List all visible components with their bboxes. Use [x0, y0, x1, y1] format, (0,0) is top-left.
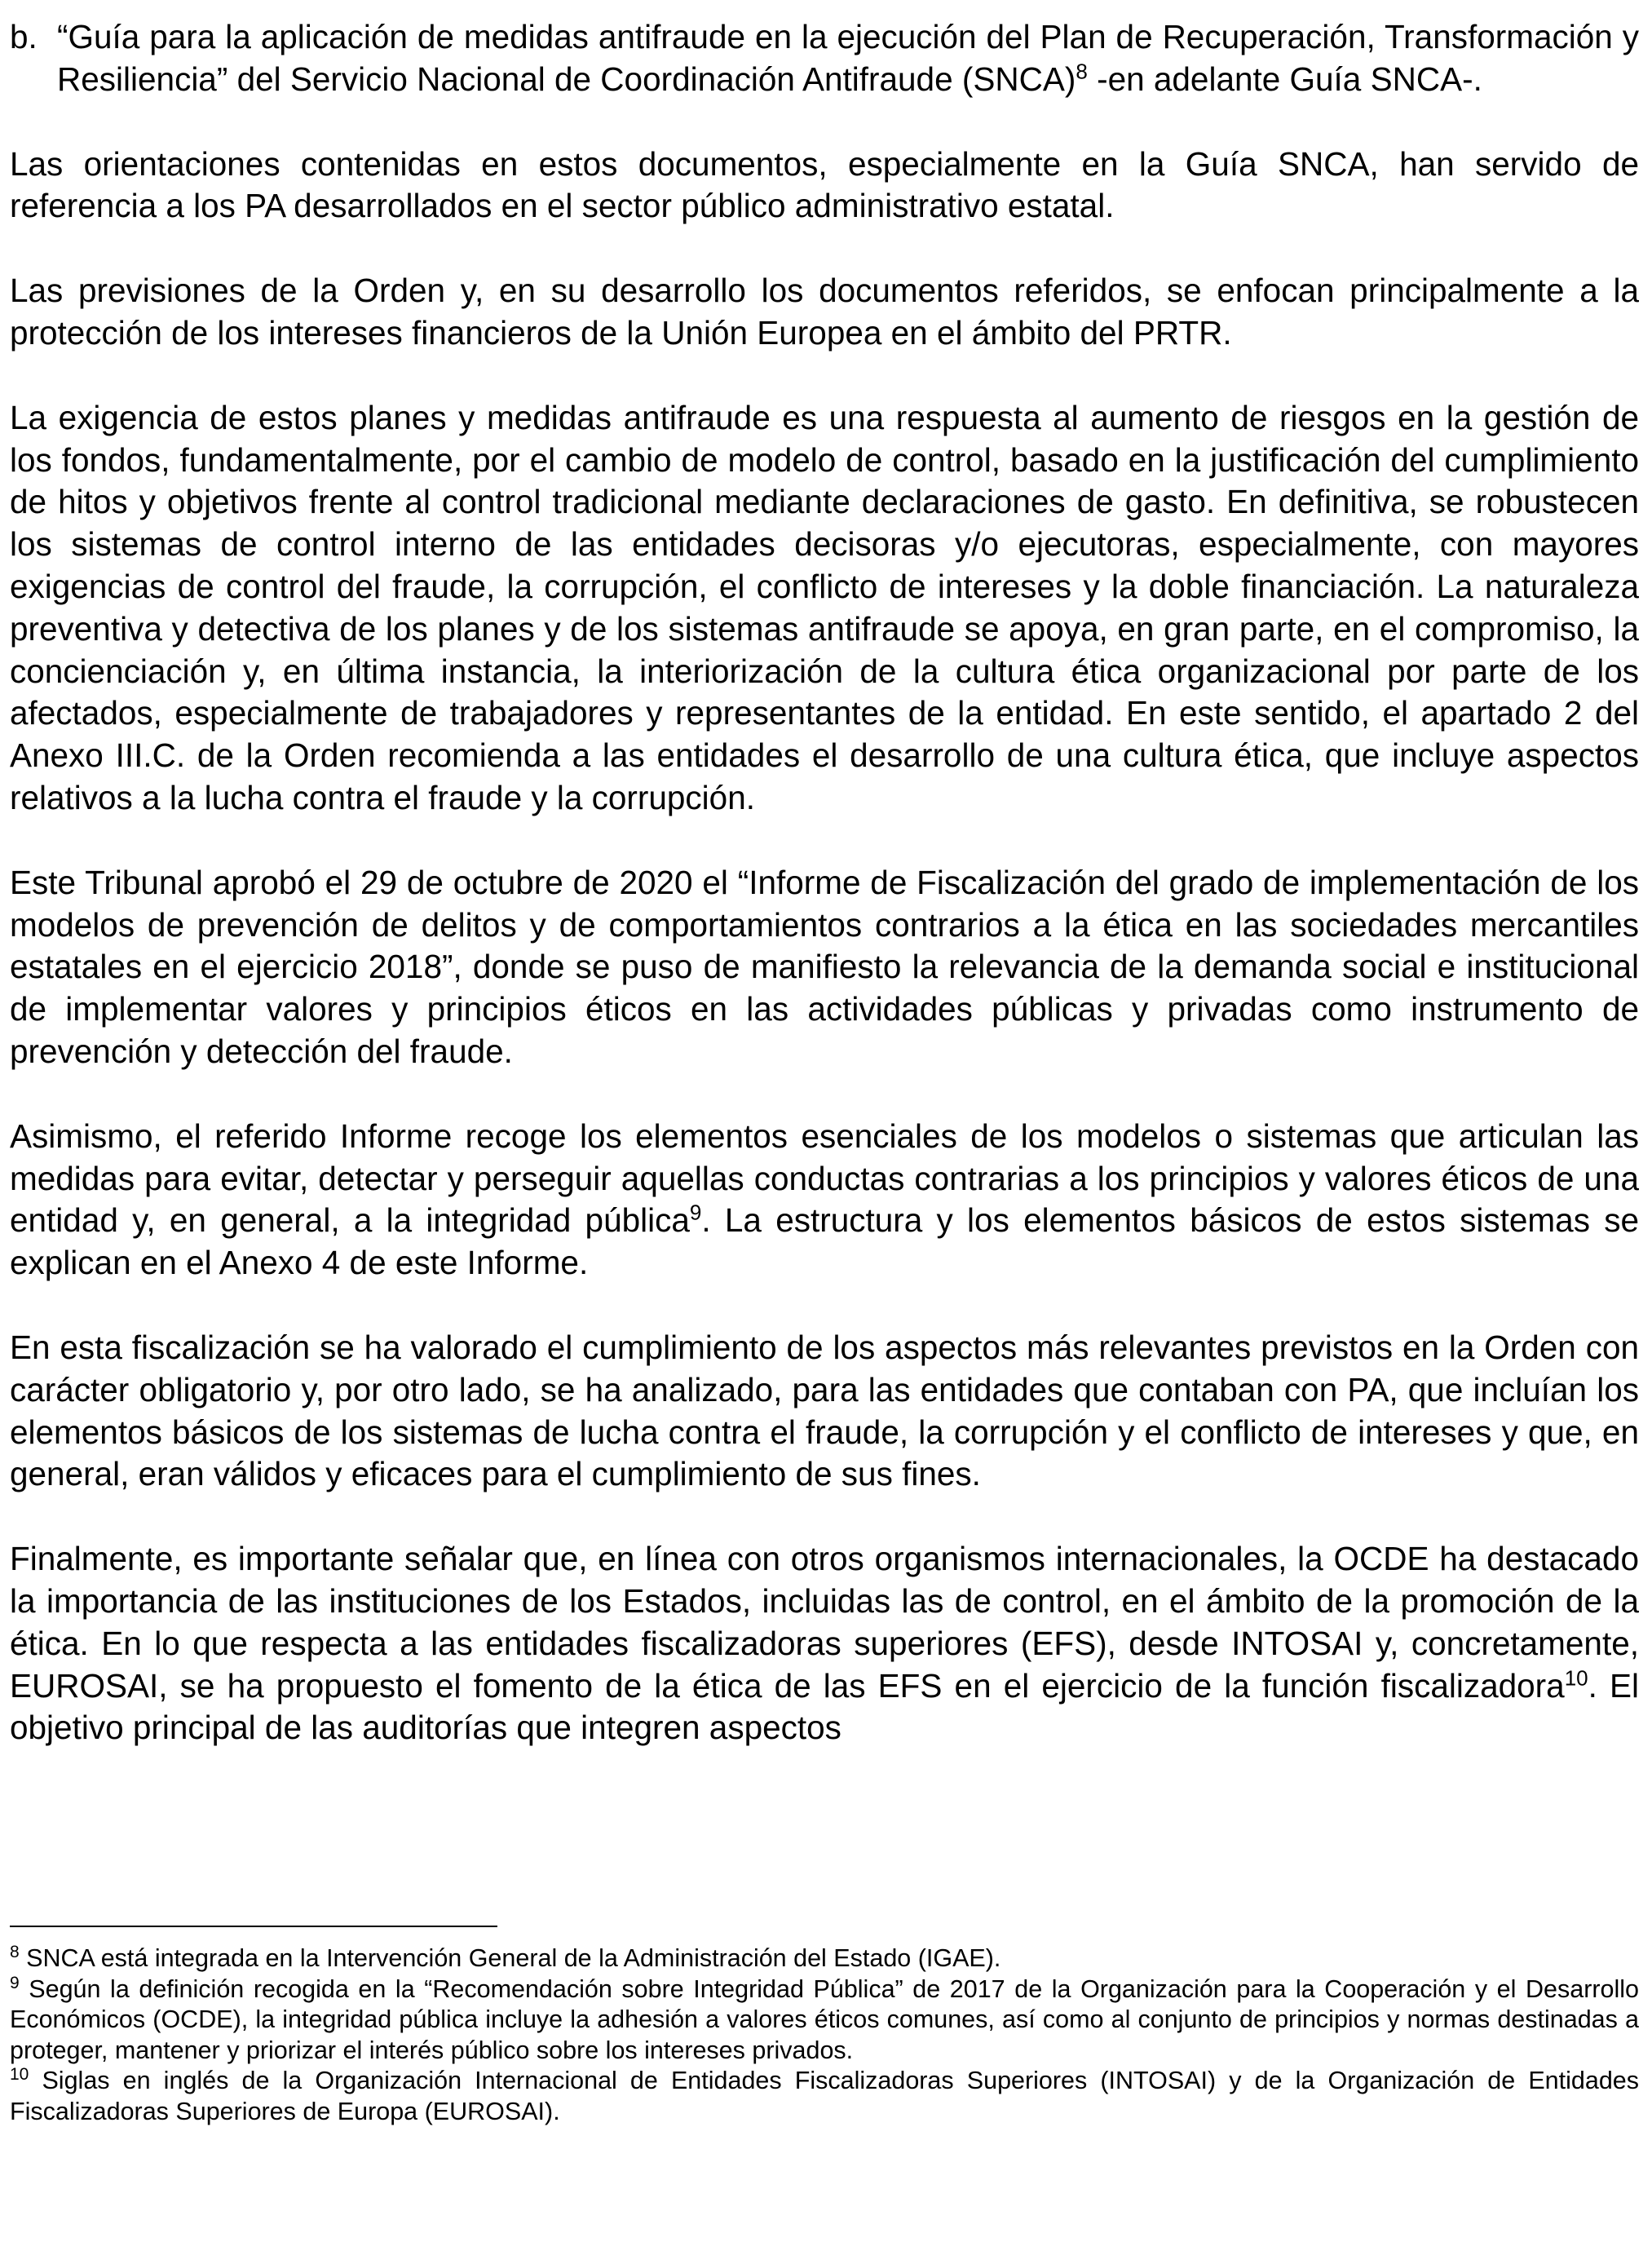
- paragraph-exigencia: La exigencia de estos planes y medidas antifraude es una respuesta al aumento de riesgos en la gestión de los fondos, fundamentalmente, por el cambio de modelo de control, basado en la justificación del cumplimiento de hitos y objetivos frente al control tradicional mediante declaraciones de gasto. En definitiva, se robustecen los sistemas de control interno de las entidades decisoras y/o ejecutoras, especialmente, con mayores exigencias de control del fraude, la corrupción, el conflicto de intereses y la doble financiación. La naturaleza preventiva y detectiva de los planes y de los sistemas antifraude se apoya, en gran parte, en el compromiso, la concienciación y, en última instancia, la interiorización de la cultura ética organizacional por parte de los afectados, especialmente de trabajadores y representantes de la entidad. En este sentido, el apartado 2 del Anexo III.C. de la Orden recomienda a las entidades el desarrollo de una cultura ética, que incluye aspectos relativos a la lucha contra el fraude y la corrupción.: [10, 398, 1639, 816]
- footnote-9: [10, 1974, 1639, 2067]
- paragraph-fiscalizacion: En esta fiscalización se ha valorado el cumplimiento de los aspectos más relevantes previstos en la Orden con carácter obligatorio y, por otro lado, se ha analizado, para las entidades que contaban con PA, que incluían los elementos básicos de los sistemas de lucha contra el fraude, la corrupción y el conflicto de intereses y que, en general, eran válidos y eficaces para el cumplimiento de sus fines.: [10, 1328, 1639, 1493]
- footnote-ref-8[interactable]: 8: [1076, 59, 1088, 84]
- paragraph-finalmente: [10, 1538, 1639, 1749]
- list-item-text-main: “Guía para la aplicación de medidas antifraude en la ejecución del Plan de Recuperación, Transformación y Resiliencia” del Servicio Nacional de Coordinación Antifraude (SNCA): [57, 18, 1639, 98]
- paragraph-asimismo-main: Asimismo, el referido Informe recoge los elementos esenciales de los modelos o sistemas que articulan las medidas para evitar, detectar y perseguir aquellas conductas contrarias a los principios y valores éticos de una entidad y, en general, a la integridad pública: [10, 1117, 1639, 1240]
- footnote-text: Siglas en inglés de la Organización Internacional de Entidades Fiscalizadoras Superiores (INTOSAI) y de la Organización de Entidades Fiscalizadoras Superiores de Europa (EUROSAI).: [10, 2067, 1639, 2125]
- list-item-text-tail: -en adelante Guía SNCA-.: [1087, 60, 1482, 98]
- footnote-number: 9: [10, 1973, 20, 1992]
- document-body: [10, 16, 1639, 1792]
- paragraph-asimismo: [10, 1116, 1639, 1285]
- footnote-8: [10, 1943, 1639, 1974]
- footnote-number: 10: [10, 2065, 29, 2085]
- paragraph-asimismo-tail: . La estructura y los elementos básicos de estos sistemas se explican en el Anexo 4 de este Informe.: [10, 1201, 1639, 1282]
- footnotes: [10, 1943, 1639, 2128]
- paragraph-orientaciones: Las orientaciones contenidas en estos documentos, especialmente en la Guía SNCA, han servido de referencia a los PA desarrollados en el sector público administrativo estatal.: [10, 144, 1639, 225]
- footnote-ref-9[interactable]: 9: [689, 1200, 702, 1225]
- footnote-text: SNCA está integrada en la Intervención General de la Administración del Estado (IGAE).: [19, 1944, 1001, 1972]
- list-item-b: [10, 16, 1639, 101]
- paragraph-finalmente-main: Finalmente, es importante señalar que, en línea con otros organismos internacionales, la OCDE ha destacado la importancia de las instituciones de los Estados, incluidas las de control, en el ámbito de la promoción de la ética. En lo que respecta a las entidades fiscalizadoras superiores (EFS), desde INTOSAI y, concretamente, EUROSAI, se ha propuesto el fomento de la ética de las EFS en el ejercicio de la función fiscalizadora: [10, 1540, 1639, 1705]
- paragraph-previsiones: Las previsiones de la Orden y, en su desarrollo los documentos referidos, se enfocan principalmente a la protección de los intereses financieros de la Unión Europea en el ámbito del PRTR.: [10, 272, 1639, 352]
- footnote-10: [10, 2066, 1639, 2127]
- list-marker: b.: [10, 18, 38, 55]
- footnote-ref-10[interactable]: 10: [1564, 1665, 1588, 1690]
- footnote-separator: [10, 1926, 497, 1927]
- footnote-text: Según la definición recogida en la “Recomendación sobre Integridad Pública” de 2017 de la Organización para la Cooperación y el Desarrollo Económicos (OCDE), la integridad pública incluye la adhesión a valores éticos comunes, así como al conjunto de principios y normas destinadas a proteger, mantener y priorizar el interés público sobre los intereses privados.: [10, 1974, 1639, 2064]
- paragraph-finalmente-tail: . El objetivo principal de las auditorías que integren aspectos: [10, 1666, 1639, 1747]
- list-item-text: [57, 16, 1639, 101]
- paragraph-tribunal: Este Tribunal aprobó el 29 de octubre de 2020 el “Informe de Fiscalización del grado de implementación de los modelos de prevención de delitos y de comportamientos contrarios a la ética en las sociedades mercantiles estatales en el ejercicio 2018”, donde se puso de manifiesto la relevancia de la demanda social e institucional de implementar valores y principios éticos en las actividades públicas y privadas como instrumento de prevención y detección del fraude.: [10, 863, 1639, 1070]
- footnote-number: 8: [10, 1942, 20, 1961]
